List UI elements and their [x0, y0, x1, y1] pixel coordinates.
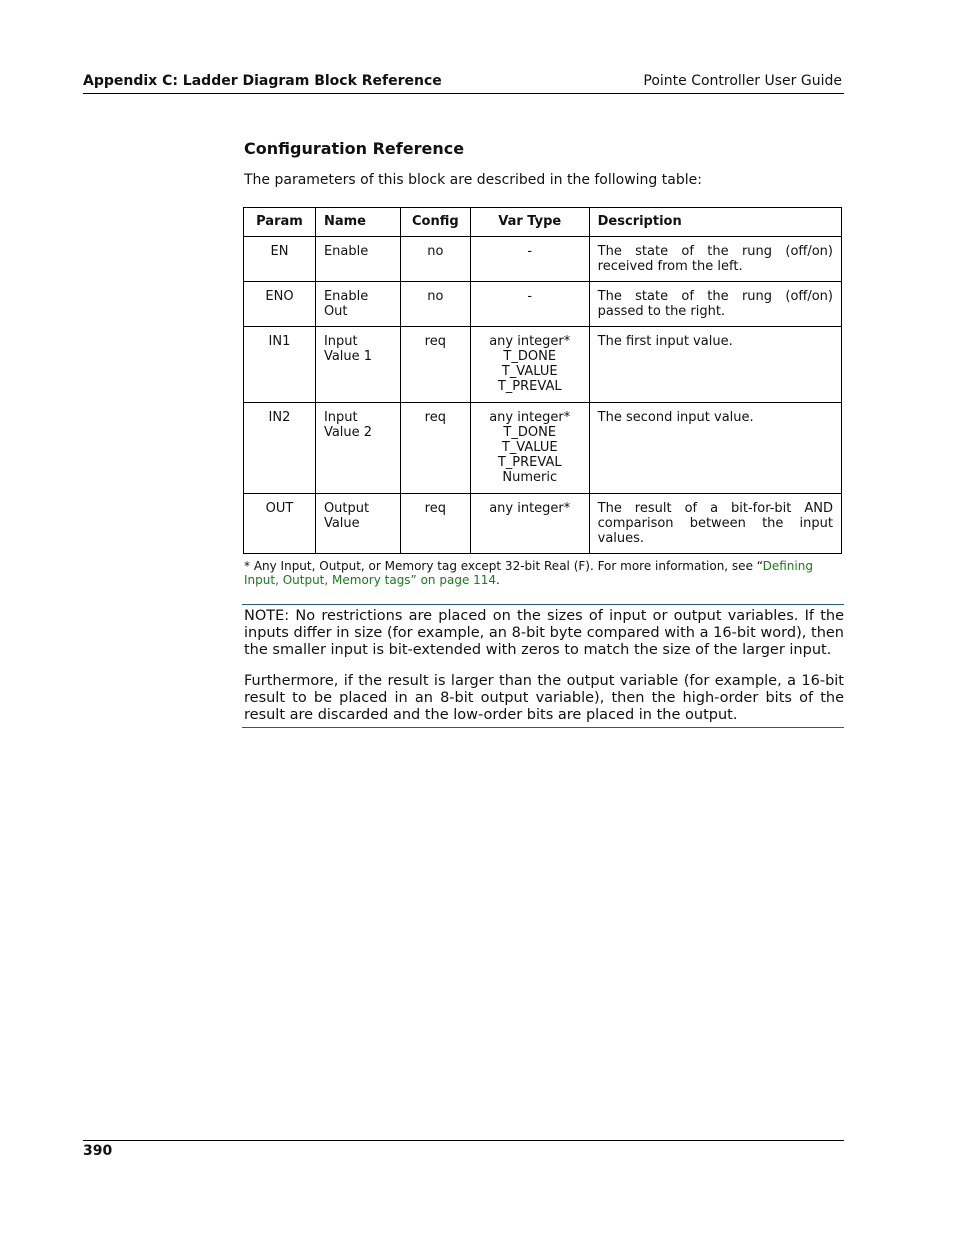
cell-name: Enable	[315, 237, 400, 282]
table-row	[244, 327, 842, 403]
cell-name: Output Value	[315, 494, 400, 554]
section-heading: Configuration Reference	[244, 139, 465, 158]
table-row	[244, 237, 842, 282]
note-paragraph: Furthermore, if the result is larger than the output variable (for example, a 16-bit result to be placed in an 8-bit output variable), then the high-order bits of the result are discarded and the low-order bits are placed in the output.	[244, 673, 844, 723]
cell-vartype: any integer*	[470, 494, 589, 554]
col-header-vartype: Var Type	[470, 208, 589, 237]
cell-vartype: any integer* T_DONE T_VALUE T_PREVAL Numeric	[470, 403, 589, 494]
parameter-table	[243, 207, 842, 554]
page-number: 390	[83, 1143, 113, 1159]
cell-description: The second input value.	[589, 403, 841, 494]
cell-config: no	[400, 282, 470, 327]
cell-name: Enable Out	[315, 282, 400, 327]
col-header-param: Param	[244, 208, 316, 237]
cell-config: req	[400, 403, 470, 494]
note-paragraph: NOTE: No restrictions are placed on the sizes of input or output variables. If the inputs differ in size (for example, an 8-bit byte compared with a 16-bit word), then the smaller input is bit-extended with zeros to match the size of the larger input.	[244, 608, 844, 658]
cell-vartype: -	[470, 282, 589, 327]
cell-config: no	[400, 237, 470, 282]
cell-name: Input Value 1	[315, 327, 400, 403]
table-row	[244, 494, 842, 554]
cell-param: EN	[244, 237, 316, 282]
col-header-config: Config	[400, 208, 470, 237]
cell-vartype: -	[470, 237, 589, 282]
cell-config: req	[400, 327, 470, 403]
table-row	[244, 403, 842, 494]
cross-reference-link[interactable]: Defining Input, Output, Memory tags” on page 114	[244, 559, 813, 587]
cell-name: Input Value 2	[315, 403, 400, 494]
table-footnote	[244, 559, 842, 587]
cell-param: IN2	[244, 403, 316, 494]
cell-param: OUT	[244, 494, 316, 554]
cell-description: The result of a bit-for-bit AND comparison between the input values.	[589, 494, 841, 554]
col-header-name: Name	[315, 208, 400, 237]
page-header	[83, 73, 844, 94]
cell-description: The state of the rung (off/on) received from the left.	[589, 237, 841, 282]
guide-title: Pointe Controller User Guide	[643, 73, 842, 89]
chapter-title: Appendix C: Ladder Diagram Block Reference	[83, 73, 442, 89]
page-footer	[83, 1140, 844, 1159]
intro-text: The parameters of this block are described in the following table:	[244, 172, 702, 188]
cell-param: IN1	[244, 327, 316, 403]
cell-description: The state of the rung (off/on) passed to the right.	[589, 282, 841, 327]
footnote-text: * Any Input, Output, or Memory tag except 32-bit Real (F). For more information, see “	[244, 559, 763, 573]
table-header-row	[244, 208, 842, 237]
cell-description: The first input value.	[589, 327, 841, 403]
table-row	[244, 282, 842, 327]
footnote-end: .	[496, 573, 500, 587]
note-box	[242, 604, 844, 728]
cell-config: req	[400, 494, 470, 554]
col-header-description: Description	[589, 208, 841, 237]
cell-vartype: any integer* T_DONE T_VALUE T_PREVAL	[470, 327, 589, 403]
cell-param: ENO	[244, 282, 316, 327]
